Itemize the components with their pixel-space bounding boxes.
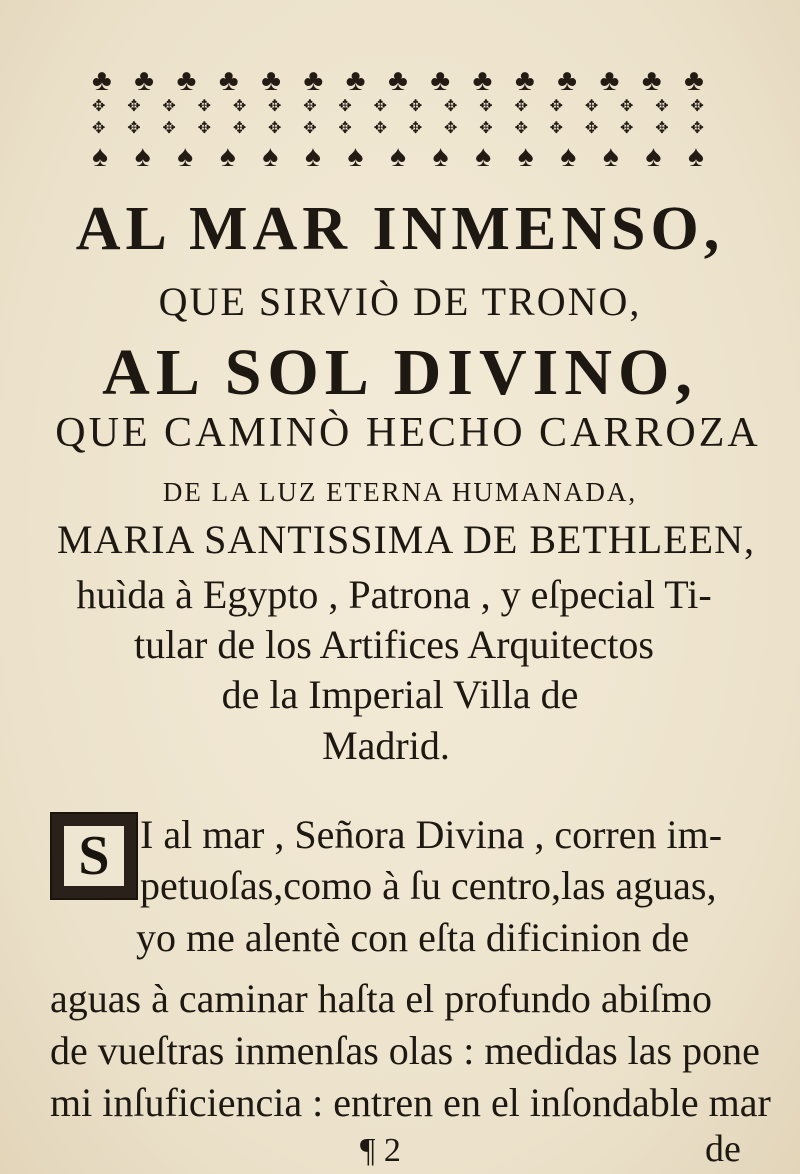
- title-line-3: AL SOL DIVINO,: [102, 336, 698, 409]
- signature-mark: ¶ 2: [360, 1132, 401, 1169]
- fleuron-icon: ✥: [444, 98, 458, 115]
- fleuron-icon: ✥: [584, 120, 599, 137]
- ornament-row: [92, 96, 704, 118]
- fleuron-icon: ♣: [303, 64, 324, 97]
- fleuron-icon: ♣: [599, 64, 620, 97]
- fleuron-icon: ♣: [134, 64, 154, 97]
- title-line-4: QUE CAMINÒ HECHO CARROZA: [55, 410, 761, 456]
- fleuron-icon: ♠: [304, 140, 321, 173]
- fleuron-icon: ♣: [92, 64, 112, 97]
- title-line-1: AL MAR INMENSO,: [75, 195, 725, 263]
- fleuron-icon: ♣: [388, 64, 408, 97]
- fleuron-icon: ♠: [475, 140, 491, 173]
- ornament-row: [92, 66, 704, 96]
- fleuron-icon: ♣: [261, 64, 281, 97]
- body-line-4: aguas à caminar haſta el profundo abiſmo: [50, 976, 712, 1021]
- fleuron-icon: ✥: [127, 120, 141, 137]
- fleuron-icon: ✥: [444, 120, 458, 137]
- fleuron-icon: ✥: [514, 120, 528, 137]
- fleuron-icon: ✥: [232, 98, 247, 115]
- fleuron-icon: ✥: [268, 98, 282, 115]
- fleuron-icon: ✥: [479, 98, 493, 115]
- fleuron-icon: ✥: [162, 120, 176, 137]
- fleuron-icon: ♠: [602, 140, 619, 173]
- body-line-3: yo me alentè con eſta dificinion de: [136, 915, 690, 960]
- body-line-2: petuoſas,como à ſu centro,las aguas,: [140, 863, 717, 908]
- fleuron-icon: ♠: [177, 140, 194, 173]
- fleuron-icon: ♠: [432, 140, 449, 173]
- body-line-6: mi inſuficiencia : entren en el inſondable mar: [50, 1080, 771, 1125]
- fleuron-icon: ♠: [92, 140, 108, 173]
- fleuron-icon: ✥: [338, 120, 352, 137]
- fleuron-icon: ✥: [549, 120, 564, 137]
- fleuron-icon: ✥: [620, 98, 634, 115]
- fleuron-icon: ✥: [408, 120, 423, 137]
- ornament-row: [92, 140, 704, 174]
- fleuron-icon: ♣: [218, 64, 239, 97]
- fleuron-icon: ✥: [690, 120, 704, 137]
- fleuron-icon: ✥: [162, 98, 176, 115]
- title-line-6: MARIA SANTISSIMA DE BETHLEEN,: [57, 517, 755, 562]
- fleuron-icon: ♣: [641, 64, 662, 97]
- body-line-1: I al mar , Señora Divina , corren im-: [140, 812, 723, 857]
- drop-cap: [50, 812, 138, 900]
- fleuron-icon: ♣: [684, 64, 704, 97]
- title-line-5: DE LA LUZ ETERNA HUMANADA,: [162, 477, 638, 507]
- fleuron-icon: ✥: [268, 120, 282, 137]
- catchword: de: [705, 1128, 741, 1170]
- fleuron-icon: ♣: [176, 64, 197, 97]
- fleuron-icon: ♠: [687, 140, 704, 173]
- fleuron-icon: ✥: [197, 120, 212, 137]
- fleuron-icon: ✥: [303, 98, 317, 115]
- fleuron-icon: ✥: [408, 98, 423, 115]
- fleuron-icon: ♣: [514, 64, 535, 97]
- fleuron-icon: ✥: [303, 120, 317, 137]
- fleuron-icon: ✥: [479, 120, 493, 137]
- fleuron-icon: ✥: [338, 98, 352, 115]
- fleuron-icon: ♠: [347, 140, 364, 173]
- fleuron-icon: ✥: [620, 120, 634, 137]
- title-line-8: tular de los Artifices Arquitectos: [134, 622, 654, 667]
- title-line-2: QUE SIRVIÒ DE TRONO,: [158, 279, 642, 324]
- fleuron-icon: ✥: [655, 120, 669, 137]
- body-line-5: de vueſtras inmenſas olas : medidas las pone: [50, 1028, 760, 1073]
- ornament-row: [92, 118, 704, 140]
- title-line-7: huìda à Egypto , Patrona , y eſpecial Ti-: [76, 572, 712, 617]
- fleuron-icon: ✥: [127, 98, 141, 115]
- ornamental-headpiece: [92, 66, 704, 184]
- fleuron-icon: ✥: [373, 98, 388, 115]
- fleuron-icon: ✥: [549, 98, 564, 115]
- fleuron-icon: ✥: [514, 98, 528, 115]
- fleuron-icon: ♣: [430, 64, 451, 97]
- fleuron-icon: ✥: [584, 98, 599, 115]
- fleuron-icon: ♠: [517, 140, 534, 173]
- fleuron-icon: ♠: [389, 140, 406, 173]
- title-line-9: de la Imperial Villa de: [221, 672, 579, 717]
- fleuron-icon: ♣: [472, 64, 493, 97]
- fleuron-icon: ♠: [219, 140, 236, 173]
- fleuron-icon: ♠: [134, 140, 151, 173]
- title-line-10: Madrid.: [322, 723, 450, 768]
- fleuron-icon: ✥: [92, 120, 106, 137]
- fleuron-icon: ✥: [232, 120, 247, 137]
- fleuron-icon: ✥: [373, 120, 388, 137]
- fleuron-icon: ♠: [262, 140, 279, 173]
- fleuron-icon: ♠: [645, 140, 662, 173]
- fleuron-icon: ✥: [655, 98, 669, 115]
- fleuron-icon: ✥: [92, 98, 106, 115]
- fleuron-icon: ♠: [560, 140, 577, 173]
- fleuron-icon: ✥: [690, 98, 704, 115]
- fleuron-icon: ♣: [557, 64, 577, 97]
- fleuron-icon: ♣: [345, 64, 366, 97]
- drop-cap-letter: S: [64, 826, 124, 886]
- fleuron-icon: ✥: [197, 98, 212, 115]
